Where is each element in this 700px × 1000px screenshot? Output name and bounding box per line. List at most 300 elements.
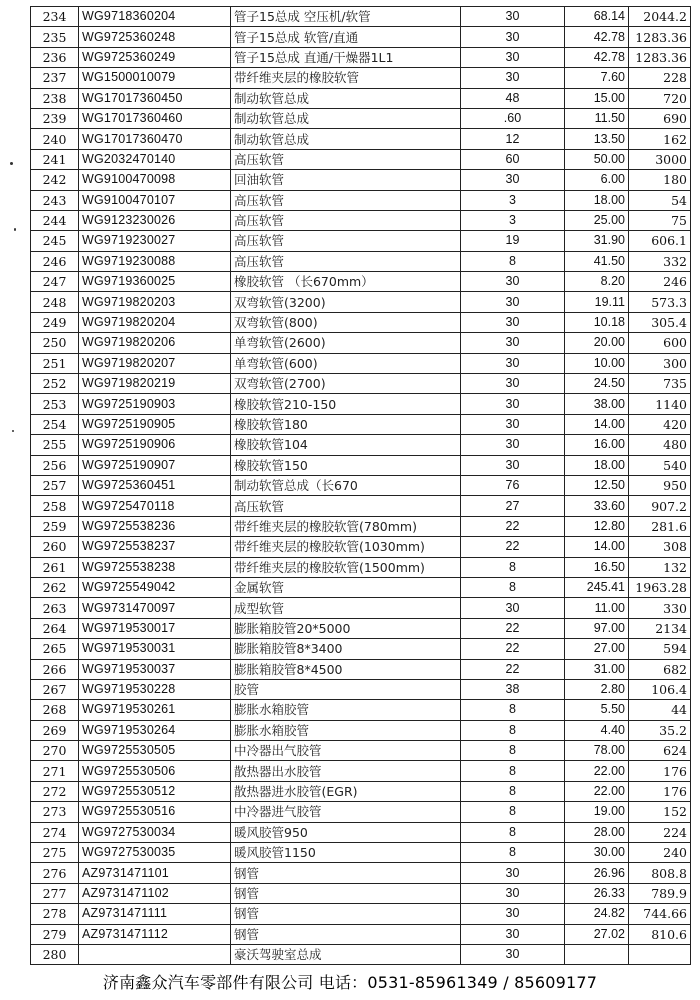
row-number-cell: 238 <box>31 88 79 108</box>
amount-cell: 162 <box>629 129 691 149</box>
scan-speck <box>10 162 13 165</box>
quantity-cell: 30 <box>461 394 565 414</box>
quantity-cell: 19 <box>461 231 565 251</box>
part-code-cell: WG9725538236 <box>79 516 231 536</box>
part-code-cell: WG17017360460 <box>79 108 231 128</box>
part-name-cell: 制动软管总成 <box>231 108 461 128</box>
part-name-cell: 中冷器进气胶管 <box>231 802 461 822</box>
amount-cell: 735 <box>629 374 691 394</box>
unit-price-cell: 26.96 <box>565 863 629 883</box>
quantity-cell: 30 <box>461 292 565 312</box>
quantity-cell: 27 <box>461 496 565 516</box>
quantity-cell: 30 <box>461 944 565 964</box>
amount-cell: 540 <box>629 455 691 475</box>
amount-cell: 305.4 <box>629 312 691 332</box>
unit-price-cell: 24.82 <box>565 904 629 924</box>
row-number-cell: 253 <box>31 394 79 414</box>
part-name-cell: 管子15总成 空压机/软管 <box>231 7 461 27</box>
quantity-cell: 22 <box>461 537 565 557</box>
unit-price-cell: 7.60 <box>565 68 629 88</box>
unit-price-cell: 27.00 <box>565 639 629 659</box>
table-row <box>31 27 691 47</box>
table-row <box>31 47 691 67</box>
quantity-cell: 30 <box>461 272 565 292</box>
part-code-cell: WG9719820219 <box>79 374 231 394</box>
quantity-cell: 30 <box>461 312 565 332</box>
row-number-cell: 243 <box>31 190 79 210</box>
unit-price-cell: 16.50 <box>565 557 629 577</box>
amount-cell: 950 <box>629 475 691 495</box>
part-code-cell: WG9727530034 <box>79 822 231 842</box>
table-row <box>31 679 691 699</box>
quantity-cell: 48 <box>461 88 565 108</box>
unit-price-cell: 20.00 <box>565 333 629 353</box>
parts-price-table <box>30 6 691 965</box>
part-name-cell: 暖风胶管950 <box>231 822 461 842</box>
part-name-cell: 橡胶软管150 <box>231 455 461 475</box>
quantity-cell: 8 <box>461 843 565 863</box>
amount-cell: 132 <box>629 557 691 577</box>
row-number-cell: 241 <box>31 149 79 169</box>
part-code-cell: WG9731470097 <box>79 598 231 618</box>
row-number-cell: 278 <box>31 904 79 924</box>
table-row <box>31 822 691 842</box>
quantity-cell: 30 <box>461 863 565 883</box>
row-number-cell: 234 <box>31 7 79 27</box>
row-number-cell: 257 <box>31 475 79 495</box>
part-code-cell: WG9725530516 <box>79 802 231 822</box>
part-code-cell: WG9719360025 <box>79 272 231 292</box>
row-number-cell: 242 <box>31 170 79 190</box>
row-number-cell: 263 <box>31 598 79 618</box>
part-name-cell: 管子15总成 直通/干燥器1L1 <box>231 47 461 67</box>
quantity-cell: 8 <box>461 741 565 761</box>
amount-cell: 789.9 <box>629 883 691 903</box>
part-name-cell: 单弯软管(600) <box>231 353 461 373</box>
table-row <box>31 700 691 720</box>
quantity-cell: 30 <box>461 435 565 455</box>
table-row <box>31 741 691 761</box>
part-name-cell: 橡胶软管 （长670mm） <box>231 272 461 292</box>
unit-price-cell: 11.50 <box>565 108 629 128</box>
part-name-cell: 带纤维夹层的橡胶软管 <box>231 68 461 88</box>
part-name-cell: 膨胀箱胶管8*4500 <box>231 659 461 679</box>
part-code-cell: WG9725549042 <box>79 577 231 597</box>
part-code-cell: WG9725190905 <box>79 414 231 434</box>
unit-price-cell: 245.41 <box>565 577 629 597</box>
row-number-cell: 251 <box>31 353 79 373</box>
row-number-cell: 256 <box>31 455 79 475</box>
amount-cell: 3000 <box>629 149 691 169</box>
quantity-cell: 30 <box>461 598 565 618</box>
part-code-cell: AZ9731471112 <box>79 924 231 944</box>
table-body <box>31 7 691 965</box>
amount-cell <box>629 944 691 964</box>
part-name-cell: 金属软管 <box>231 577 461 597</box>
part-code-cell: AZ9731471102 <box>79 883 231 903</box>
table-row <box>31 577 691 597</box>
amount-cell: 300 <box>629 353 691 373</box>
table-row <box>31 659 691 679</box>
table-row <box>31 149 691 169</box>
row-number-cell: 235 <box>31 27 79 47</box>
amount-cell: 308 <box>629 537 691 557</box>
part-code-cell: WG9100470107 <box>79 190 231 210</box>
quantity-cell: 30 <box>461 414 565 434</box>
part-name-cell: 膨胀箱胶管8*3400 <box>231 639 461 659</box>
amount-cell: 281.6 <box>629 516 691 536</box>
table-row <box>31 761 691 781</box>
table-row <box>31 414 691 434</box>
part-code-cell: WG9725360249 <box>79 47 231 67</box>
row-number-cell: 275 <box>31 843 79 863</box>
unit-price-cell <box>565 944 629 964</box>
row-number-cell: 268 <box>31 700 79 720</box>
amount-cell: 332 <box>629 251 691 271</box>
amount-cell: 907.2 <box>629 496 691 516</box>
unit-price-cell: 19.11 <box>565 292 629 312</box>
part-name-cell: 高压软管 <box>231 190 461 210</box>
part-name-cell: 双弯软管(2700) <box>231 374 461 394</box>
amount-cell: 720 <box>629 88 691 108</box>
part-code-cell: WG9725538238 <box>79 557 231 577</box>
part-name-cell: 双弯软管(800) <box>231 312 461 332</box>
part-code-cell: WG9719530031 <box>79 639 231 659</box>
unit-price-cell: 11.00 <box>565 598 629 618</box>
amount-cell: 682 <box>629 659 691 679</box>
row-number-cell: 272 <box>31 781 79 801</box>
table-row <box>31 7 691 27</box>
row-number-cell: 273 <box>31 802 79 822</box>
table-row <box>31 394 691 414</box>
table-row <box>31 720 691 740</box>
part-code-cell: WG9719530017 <box>79 618 231 638</box>
row-number-cell: 261 <box>31 557 79 577</box>
row-number-cell: 239 <box>31 108 79 128</box>
part-code-cell: WG17017360450 <box>79 88 231 108</box>
unit-price-cell: 33.60 <box>565 496 629 516</box>
quantity-cell: 60 <box>461 149 565 169</box>
quantity-cell: 22 <box>461 639 565 659</box>
amount-cell: 420 <box>629 414 691 434</box>
row-number-cell: 265 <box>31 639 79 659</box>
part-code-cell: WG9719820204 <box>79 312 231 332</box>
table-row <box>31 333 691 353</box>
part-name-cell: 中冷器出气胶管 <box>231 741 461 761</box>
table-row <box>31 904 691 924</box>
part-name-cell: 制动软管总成 <box>231 129 461 149</box>
row-number-cell: 269 <box>31 720 79 740</box>
row-number-cell: 236 <box>31 47 79 67</box>
unit-price-cell: 30.00 <box>565 843 629 863</box>
amount-cell: 228 <box>629 68 691 88</box>
part-code-cell: WG9725360248 <box>79 27 231 47</box>
part-name-cell: 制动软管总成 <box>231 88 461 108</box>
quantity-cell: 38 <box>461 679 565 699</box>
part-code-cell: WG9718360204 <box>79 7 231 27</box>
part-code-cell: WG9719530228 <box>79 679 231 699</box>
table-row <box>31 435 691 455</box>
part-code-cell: WG9719530264 <box>79 720 231 740</box>
part-name-cell: 钢管 <box>231 863 461 883</box>
part-code-cell: WG9725530506 <box>79 761 231 781</box>
part-name-cell: 膨胀水箱胶管 <box>231 720 461 740</box>
part-name-cell: 膨胀箱胶管20*5000 <box>231 618 461 638</box>
amount-cell: 35.2 <box>629 720 691 740</box>
quantity-cell: 30 <box>461 170 565 190</box>
part-name-cell: 橡胶软管104 <box>231 435 461 455</box>
amount-cell: 606.1 <box>629 231 691 251</box>
table-row <box>31 618 691 638</box>
part-code-cell: WG1500010079 <box>79 68 231 88</box>
unit-price-cell: 2.80 <box>565 679 629 699</box>
row-number-cell: 258 <box>31 496 79 516</box>
quantity-cell: 3 <box>461 210 565 230</box>
part-name-cell: 高压软管 <box>231 149 461 169</box>
unit-price-cell: 97.00 <box>565 618 629 638</box>
amount-cell: 180 <box>629 170 691 190</box>
table-row <box>31 170 691 190</box>
unit-price-cell: 8.20 <box>565 272 629 292</box>
part-code-cell: WG9725360451 <box>79 475 231 495</box>
row-number-cell: 250 <box>31 333 79 353</box>
unit-price-cell: 19.00 <box>565 802 629 822</box>
part-code-cell: WG9725190903 <box>79 394 231 414</box>
scan-speck <box>14 228 16 231</box>
unit-price-cell: 22.00 <box>565 761 629 781</box>
part-name-cell: 高压软管 <box>231 251 461 271</box>
unit-price-cell: 4.40 <box>565 720 629 740</box>
quantity-cell: 8 <box>461 781 565 801</box>
unit-price-cell: 13.50 <box>565 129 629 149</box>
scan-speck <box>12 430 14 432</box>
row-number-cell: 274 <box>31 822 79 842</box>
unit-price-cell: 42.78 <box>565 47 629 67</box>
table-row <box>31 292 691 312</box>
row-number-cell: 270 <box>31 741 79 761</box>
unit-price-cell: 10.00 <box>565 353 629 373</box>
amount-cell: 2044.2 <box>629 7 691 27</box>
unit-price-cell: 5.50 <box>565 700 629 720</box>
table-row <box>31 68 691 88</box>
part-name-cell: 带纤维夹层的橡胶软管(1030mm) <box>231 537 461 557</box>
amount-cell: 240 <box>629 843 691 863</box>
table-row <box>31 455 691 475</box>
part-code-cell: WG9719820206 <box>79 333 231 353</box>
unit-price-cell: 41.50 <box>565 251 629 271</box>
table-row <box>31 883 691 903</box>
table-row <box>31 863 691 883</box>
unit-price-cell: 25.00 <box>565 210 629 230</box>
quantity-cell: 8 <box>461 557 565 577</box>
quantity-cell: 76 <box>461 475 565 495</box>
quantity-cell: 30 <box>461 904 565 924</box>
quantity-cell: 30 <box>461 68 565 88</box>
unit-price-cell: 50.00 <box>565 149 629 169</box>
row-number-cell: 266 <box>31 659 79 679</box>
table-row <box>31 88 691 108</box>
unit-price-cell: 27.02 <box>565 924 629 944</box>
amount-cell: 624 <box>629 741 691 761</box>
amount-cell: 744.66 <box>629 904 691 924</box>
row-number-cell: 259 <box>31 516 79 536</box>
table-row <box>31 210 691 230</box>
table-row <box>31 374 691 394</box>
part-code-cell: WG9725190907 <box>79 455 231 475</box>
part-name-cell: 高压软管 <box>231 231 461 251</box>
amount-cell: 480 <box>629 435 691 455</box>
unit-price-cell: 68.14 <box>565 7 629 27</box>
quantity-cell: 30 <box>461 333 565 353</box>
unit-price-cell: 18.00 <box>565 455 629 475</box>
unit-price-cell: 6.00 <box>565 170 629 190</box>
quantity-cell: 22 <box>461 618 565 638</box>
unit-price-cell: 26.33 <box>565 883 629 903</box>
amount-cell: 330 <box>629 598 691 618</box>
quantity-cell: 30 <box>461 27 565 47</box>
part-code-cell: WG9725530512 <box>79 781 231 801</box>
amount-cell: 600 <box>629 333 691 353</box>
unit-price-cell: 14.00 <box>565 414 629 434</box>
table-row <box>31 802 691 822</box>
unit-price-cell: 14.00 <box>565 537 629 557</box>
unit-price-cell: 42.78 <box>565 27 629 47</box>
row-number-cell: 252 <box>31 374 79 394</box>
table-row <box>31 843 691 863</box>
quantity-cell: 8 <box>461 700 565 720</box>
quantity-cell: 30 <box>461 455 565 475</box>
quantity-cell: .60 <box>461 108 565 128</box>
part-code-cell: WG9725538237 <box>79 537 231 557</box>
part-name-cell: 橡胶软管210-150 <box>231 394 461 414</box>
part-code-cell: WG9100470098 <box>79 170 231 190</box>
quantity-cell: 22 <box>461 516 565 536</box>
amount-cell: 1963.28 <box>629 577 691 597</box>
part-name-cell: 橡胶软管180 <box>231 414 461 434</box>
quantity-cell: 8 <box>461 577 565 597</box>
part-code-cell: WG9725530505 <box>79 741 231 761</box>
amount-cell: 2134 <box>629 618 691 638</box>
part-code-cell: WG9725190906 <box>79 435 231 455</box>
amount-cell: 594 <box>629 639 691 659</box>
quantity-cell: 3 <box>461 190 565 210</box>
amount-cell: 810.6 <box>629 924 691 944</box>
row-number-cell: 277 <box>31 883 79 903</box>
row-number-cell: 271 <box>31 761 79 781</box>
part-code-cell: WG9123230026 <box>79 210 231 230</box>
unit-price-cell: 22.00 <box>565 781 629 801</box>
unit-price-cell: 31.90 <box>565 231 629 251</box>
part-name-cell: 管子15总成 软管/直通 <box>231 27 461 47</box>
company-footer: 济南鑫众汽车零部件有限公司 电话：0531-85961349 / 85609177 <box>102 973 598 992</box>
table-row <box>31 312 691 332</box>
amount-cell: 246 <box>629 272 691 292</box>
row-number-cell: 244 <box>31 210 79 230</box>
amount-cell: 690 <box>629 108 691 128</box>
amount-cell: 808.8 <box>629 863 691 883</box>
unit-price-cell: 12.80 <box>565 516 629 536</box>
unit-price-cell: 10.18 <box>565 312 629 332</box>
row-number-cell: 264 <box>31 618 79 638</box>
amount-cell: 1283.36 <box>629 47 691 67</box>
unit-price-cell: 24.50 <box>565 374 629 394</box>
part-name-cell: 回油软管 <box>231 170 461 190</box>
part-code-cell: WG9719820207 <box>79 353 231 373</box>
quantity-cell: 8 <box>461 802 565 822</box>
amount-cell: 573.3 <box>629 292 691 312</box>
part-name-cell: 膨胀水箱胶管 <box>231 700 461 720</box>
row-number-cell: 248 <box>31 292 79 312</box>
part-code-cell: WG9719230088 <box>79 251 231 271</box>
part-code-cell: AZ9731471101 <box>79 863 231 883</box>
quantity-cell: 30 <box>461 47 565 67</box>
row-number-cell: 279 <box>31 924 79 944</box>
table-row <box>31 944 691 964</box>
part-name-cell: 带纤维夹层的橡胶软管(1500mm) <box>231 557 461 577</box>
quantity-cell: 30 <box>461 924 565 944</box>
table-row <box>31 557 691 577</box>
unit-price-cell: 16.00 <box>565 435 629 455</box>
part-code-cell: WG9719530037 <box>79 659 231 679</box>
part-name-cell: 钢管 <box>231 904 461 924</box>
table-row <box>31 251 691 271</box>
unit-price-cell: 18.00 <box>565 190 629 210</box>
amount-cell: 224 <box>629 822 691 842</box>
unit-price-cell: 15.00 <box>565 88 629 108</box>
unit-price-cell: 78.00 <box>565 741 629 761</box>
amount-cell: 152 <box>629 802 691 822</box>
amount-cell: 75 <box>629 210 691 230</box>
quantity-cell: 8 <box>461 761 565 781</box>
table-row <box>31 537 691 557</box>
quantity-cell: 22 <box>461 659 565 679</box>
table-row <box>31 496 691 516</box>
part-name-cell: 带纤维夹层的橡胶软管(780mm) <box>231 516 461 536</box>
part-code-cell <box>79 944 231 964</box>
table-row <box>31 231 691 251</box>
part-name-cell: 散热器出水胶管 <box>231 761 461 781</box>
amount-cell: 1140 <box>629 394 691 414</box>
part-code-cell: WG2032470140 <box>79 149 231 169</box>
row-number-cell: 247 <box>31 272 79 292</box>
quantity-cell: 30 <box>461 353 565 373</box>
part-code-cell: WG17017360470 <box>79 129 231 149</box>
table-row <box>31 108 691 128</box>
unit-price-cell: 31.00 <box>565 659 629 679</box>
row-number-cell: 254 <box>31 414 79 434</box>
quantity-cell: 30 <box>461 7 565 27</box>
amount-cell: 106.4 <box>629 679 691 699</box>
table-row <box>31 190 691 210</box>
quantity-cell: 30 <box>461 374 565 394</box>
part-name-cell: 胶管 <box>231 679 461 699</box>
part-code-cell: WG9719820203 <box>79 292 231 312</box>
amount-cell: 176 <box>629 761 691 781</box>
unit-price-cell: 38.00 <box>565 394 629 414</box>
part-name-cell: 双弯软管(3200) <box>231 292 461 312</box>
quantity-cell: 12 <box>461 129 565 149</box>
part-name-cell: 高压软管 <box>231 496 461 516</box>
part-name-cell: 制动软管总成（长670 <box>231 475 461 495</box>
unit-price-cell: 28.00 <box>565 822 629 842</box>
unit-price-cell: 12.50 <box>565 475 629 495</box>
row-number-cell: 249 <box>31 312 79 332</box>
table-row <box>31 781 691 801</box>
row-number-cell: 262 <box>31 577 79 597</box>
table-row <box>31 516 691 536</box>
quantity-cell: 8 <box>461 251 565 271</box>
part-code-cell: AZ9731471111 <box>79 904 231 924</box>
